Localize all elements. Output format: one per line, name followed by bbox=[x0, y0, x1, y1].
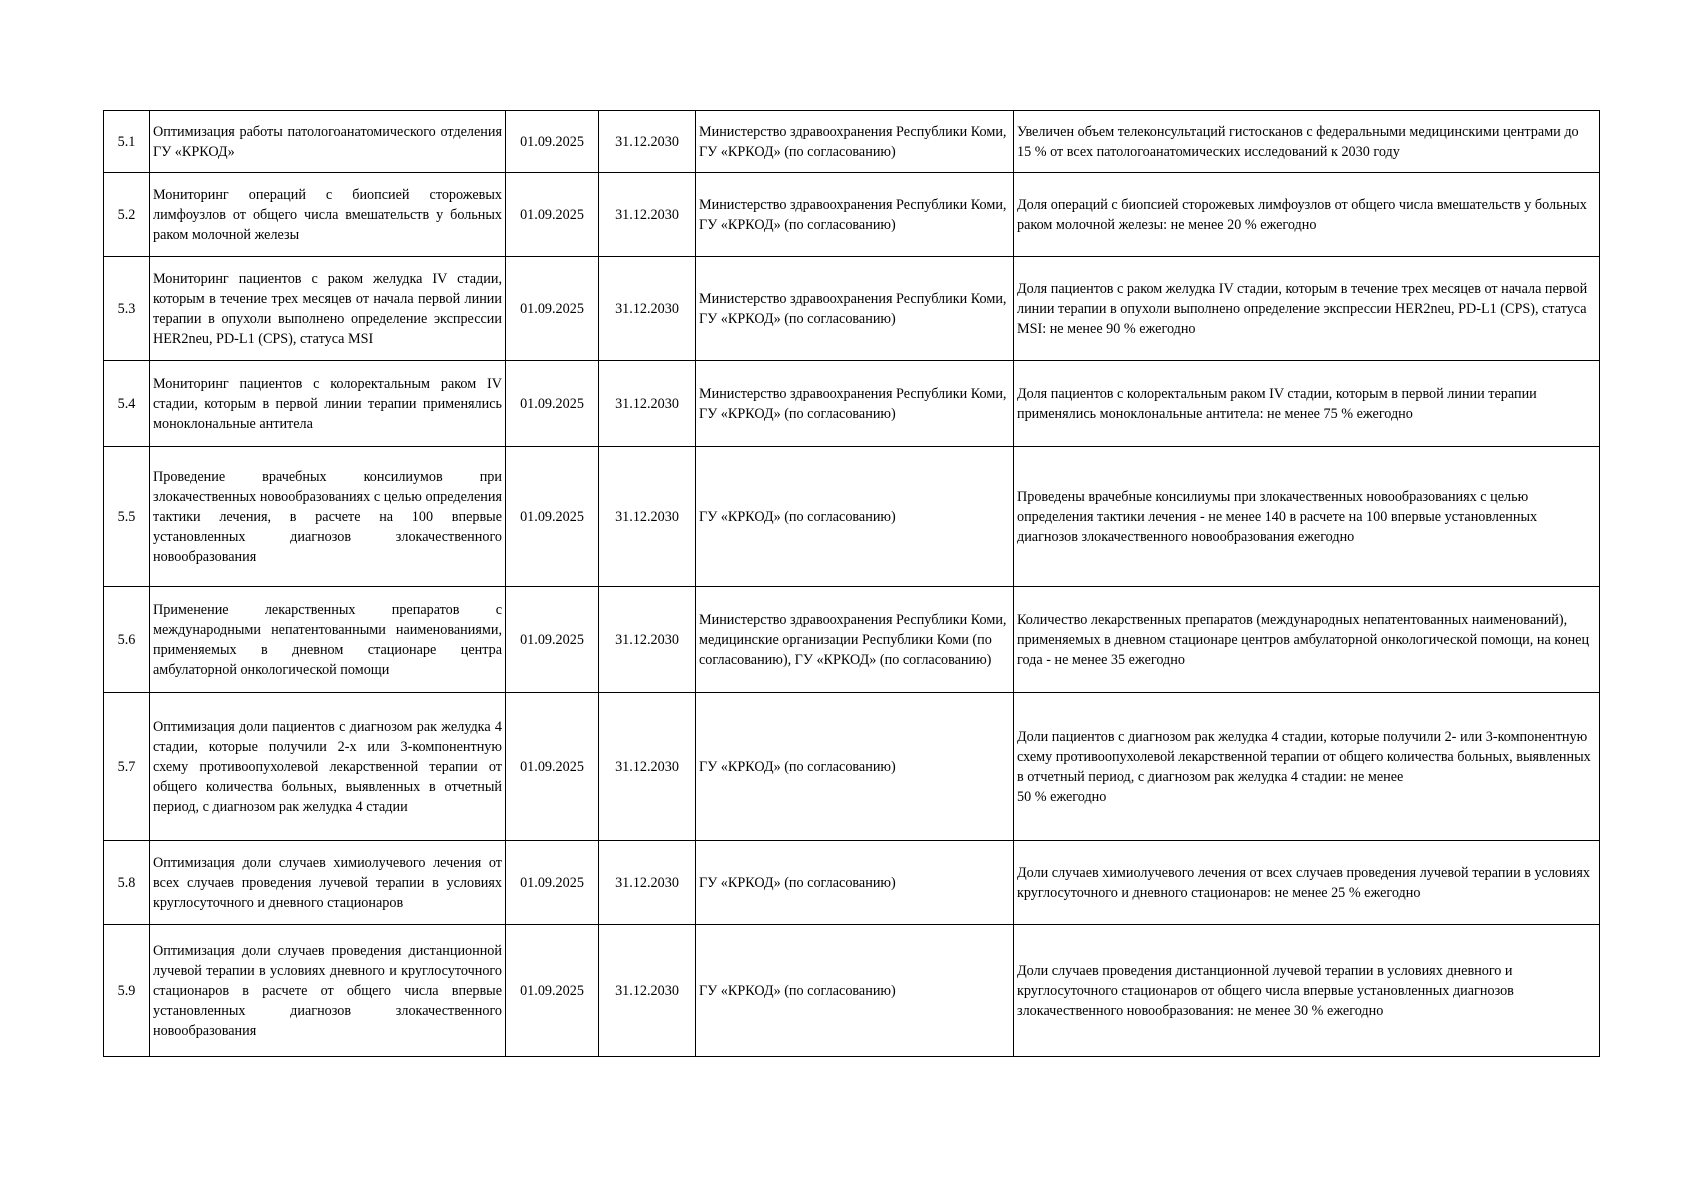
start-date: 01.09.2025 bbox=[506, 111, 599, 173]
expected-result bbox=[1014, 693, 1600, 841]
measures-table bbox=[103, 110, 1600, 1057]
measure-name: Оптимизация работы патологоанатомического отделения ГУ «КРКОД» bbox=[150, 111, 506, 173]
responsible-party: Министерство здравоохранения Республики Коми, медицинские организации Республики Коми (по согласованию), ГУ «КРКОД» (по согласованию) bbox=[696, 587, 1014, 693]
end-date: 31.12.2030 bbox=[599, 173, 696, 257]
row-number: 5.9 bbox=[104, 925, 150, 1057]
responsible-party: Министерство здравоохранения Республики Коми, ГУ «КРКОД» (по согласованию) bbox=[696, 173, 1014, 257]
expected-result bbox=[1014, 841, 1600, 925]
expected-result-line: Доли пациентов с диагнозом рак желудка 4 стадии, которые получили 2- или 3-компонентную схему противоопухолевой лекарственной терапии от общего количества больных, выявленных в отчетный период, с диагнозом рак желудка 4 стадии: не менее bbox=[1017, 728, 1591, 785]
table-row bbox=[104, 173, 1600, 257]
table-row bbox=[104, 257, 1600, 361]
end-date: 31.12.2030 bbox=[599, 693, 696, 841]
table-body bbox=[104, 111, 1600, 1057]
end-date: 31.12.2030 bbox=[599, 925, 696, 1057]
expected-result-line: 50 % ежегодно bbox=[1017, 788, 1107, 805]
start-date: 01.09.2025 bbox=[506, 693, 599, 841]
start-date: 01.09.2025 bbox=[506, 925, 599, 1057]
measure-name: Оптимизация доли случаев проведения дистанционной лучевой терапии в условиях дневного и круглосуточного стационаров в расчете от общего числа впервые установленных диагнозов злокачественного новообразования bbox=[150, 925, 506, 1057]
row-number: 5.3 bbox=[104, 257, 150, 361]
row-number: 5.4 bbox=[104, 361, 150, 447]
expected-result-line: Доли случаев химиолучевого лечения от всех случаев проведения лучевой терапии в условиях круглосуточного и дневного стационаров: не менее 25 % ежегодно bbox=[1017, 864, 1590, 901]
row-number: 5.2 bbox=[104, 173, 150, 257]
expected-result bbox=[1014, 587, 1600, 693]
start-date: 01.09.2025 bbox=[506, 587, 599, 693]
row-number: 5.5 bbox=[104, 447, 150, 587]
table-row bbox=[104, 841, 1600, 925]
expected-result-line: Доля пациентов с колоректальным раком IV стадии, которым в первой линии терапии применялись моноклональные антитела: не менее 75 % ежегодно bbox=[1017, 385, 1537, 422]
measure-name: Проведение врачебных консилиумов при злокачественных новообразованиях с целью определения тактики лечения, в расчете на 100 впервые установленных диагнозов злокачественного новообразования bbox=[150, 447, 506, 587]
expected-result bbox=[1014, 925, 1600, 1057]
expected-result bbox=[1014, 257, 1600, 361]
responsible-party: ГУ «КРКОД» (по согласованию) bbox=[696, 447, 1014, 587]
responsible-party: ГУ «КРКОД» (по согласованию) bbox=[696, 841, 1014, 925]
expected-result-line: Проведены врачебные консилиумы при злокачественных новообразованиях с целью определения тактики лечения - не менее 140 в расчете на 100 впервые установленных диагнозов злокачественного новообразования ежегодно bbox=[1017, 488, 1538, 545]
expected-result bbox=[1014, 111, 1600, 173]
table-row bbox=[104, 111, 1600, 173]
expected-result-line: Доля операций с биопсией сторожевых лимфоузлов от общего числа вмешательств у больных раком молочной железы: не менее 20 % ежегодно bbox=[1017, 196, 1587, 233]
table-row bbox=[104, 361, 1600, 447]
start-date: 01.09.2025 bbox=[506, 361, 599, 447]
end-date: 31.12.2030 bbox=[599, 587, 696, 693]
expected-result-line: Доля пациентов с раком желудка IV стадии, которым в течение трех месяцев от начала первой линии терапии в опухоли выполнено определение экспрессии HER2neu, PD-L1 (CPS), статуса MSI: не менее 90 % ежегодно bbox=[1017, 280, 1588, 337]
row-number: 5.7 bbox=[104, 693, 150, 841]
end-date: 31.12.2030 bbox=[599, 111, 696, 173]
table-row bbox=[104, 587, 1600, 693]
expected-result-line: Увеличен объем телеконсультаций гистосканов с федеральными медицинскими центрами до 15 % от всех патологоанатомических исследований к 2030 году bbox=[1017, 123, 1579, 160]
responsible-party: Министерство здравоохранения Республики Коми, ГУ «КРКОД» (по согласованию) bbox=[696, 361, 1014, 447]
measure-name: Мониторинг пациентов с колоректальным раком IV стадии, которым в первой линии терапии применялись моноклональные антитела bbox=[150, 361, 506, 447]
measure-name: Мониторинг операций с биопсией сторожевых лимфоузлов от общего числа вмешательств у больных раком молочной железы bbox=[150, 173, 506, 257]
expected-result bbox=[1014, 447, 1600, 587]
row-number: 5.6 bbox=[104, 587, 150, 693]
table-row bbox=[104, 693, 1600, 841]
responsible-party: ГУ «КРКОД» (по согласованию) bbox=[696, 925, 1014, 1057]
end-date: 31.12.2030 bbox=[599, 447, 696, 587]
measure-name: Оптимизация доли пациентов с диагнозом рак желудка 4 стадии, которые получили 2-х или 3-компонентную схему противоопухолевой лекарственной терапии от общего количества больных, выявленных в отчетный период, с диагнозом рак желудка 4 стадии bbox=[150, 693, 506, 841]
expected-result bbox=[1014, 361, 1600, 447]
end-date: 31.12.2030 bbox=[599, 841, 696, 925]
end-date: 31.12.2030 bbox=[599, 361, 696, 447]
measure-name: Мониторинг пациентов с раком желудка IV стадии, которым в течение трех месяцев от начала первой линии терапии в опухоли выполнено определение экспрессии HER2neu, PD-L1 (CPS), статуса MSI bbox=[150, 257, 506, 361]
measure-name: Оптимизация доли случаев химиолучевого лечения от всех случаев проведения лучевой терапии в условиях круглосуточного и дневного стационаров bbox=[150, 841, 506, 925]
measure-name: Применение лекарственных препаратов с международными непатентованными наименованиями, применяемых в дневном стационаре центра амбулаторной онкологической помощи bbox=[150, 587, 506, 693]
responsible-party: Министерство здравоохранения Республики Коми, ГУ «КРКОД» (по согласованию) bbox=[696, 257, 1014, 361]
row-number: 5.1 bbox=[104, 111, 150, 173]
start-date: 01.09.2025 bbox=[506, 173, 599, 257]
responsible-party: ГУ «КРКОД» (по согласованию) bbox=[696, 693, 1014, 841]
start-date: 01.09.2025 bbox=[506, 841, 599, 925]
start-date: 01.09.2025 bbox=[506, 447, 599, 587]
expected-result-line: Доли случаев проведения дистанционной лучевой терапии в условиях дневного и круглосуточного стационаров от общего числа впервые установленных диагнозов злокачественного новообразования: не менее 30 % ежегодно bbox=[1017, 962, 1514, 1019]
start-date: 01.09.2025 bbox=[506, 257, 599, 361]
end-date: 31.12.2030 bbox=[599, 257, 696, 361]
row-number: 5.8 bbox=[104, 841, 150, 925]
expected-result-line: Количество лекарственных препаратов (международных непатентованных наименований), применяемых в дневном стационаре центров амбулаторной онкологической помощи, на конец года - не менее 35 ежегодно bbox=[1017, 611, 1590, 668]
responsible-party: Министерство здравоохранения Республики Коми, ГУ «КРКОД» (по согласованию) bbox=[696, 111, 1014, 173]
table-row bbox=[104, 925, 1600, 1057]
table-row bbox=[104, 447, 1600, 587]
expected-result bbox=[1014, 173, 1600, 257]
